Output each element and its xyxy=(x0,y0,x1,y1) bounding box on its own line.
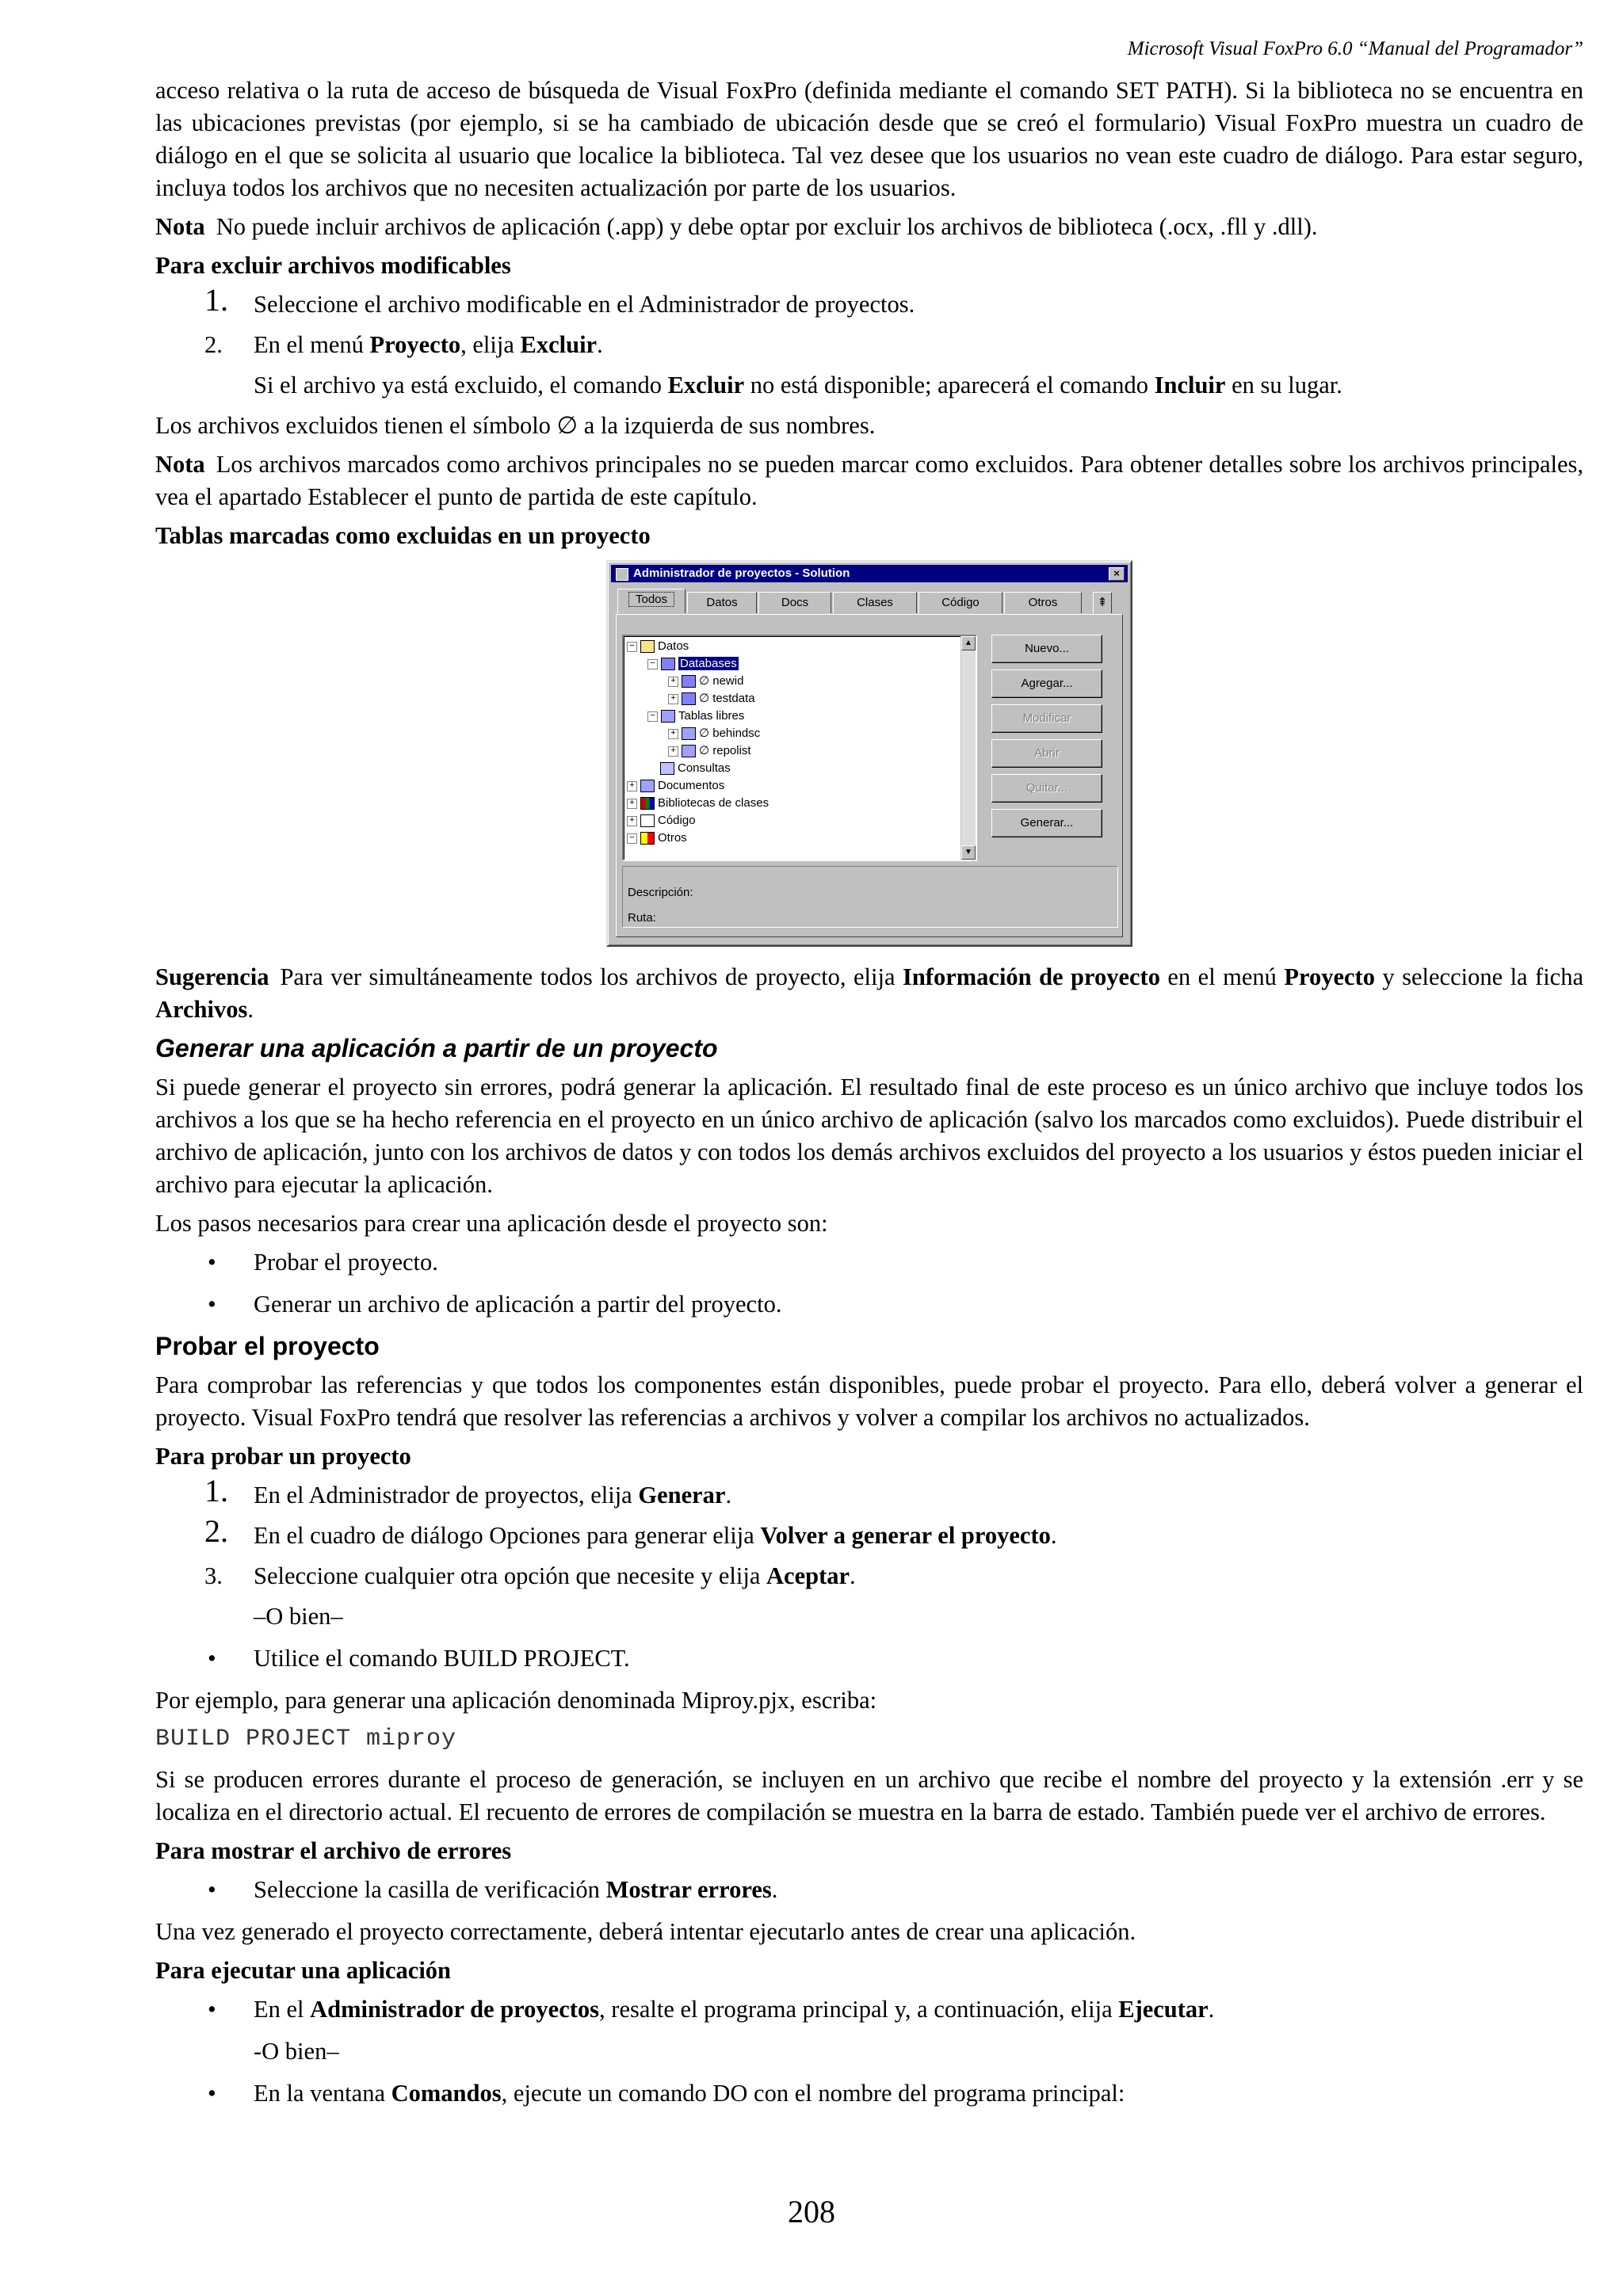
collapse-icon[interactable]: − xyxy=(627,833,637,844)
code-sample: BUILD PROJECT miproy xyxy=(155,1726,457,1753)
menu-item-name: Información de proyecto xyxy=(902,963,1160,990)
nota-1 xyxy=(155,211,1583,243)
tree-item-newid[interactable] xyxy=(668,673,743,690)
bullet-icon: • xyxy=(208,1249,216,1276)
nota-label: Nota xyxy=(155,213,205,240)
step-text: . xyxy=(1050,1522,1057,1549)
expand-icon[interactable]: + xyxy=(668,729,678,739)
probar-paragraph: Para comprobar las referencias y que todos los componentes están disponibles, puede probar el proyecto. Para ello, deberá volver a generar el proyecto. Visual FoxPro tendrá que resolver las referencias a archivos y volver a compilar los archivos no actualizados. xyxy=(155,1371,1583,1431)
section-heading-probar: Probar el proyecto xyxy=(155,1332,380,1360)
list-text: En el xyxy=(254,1996,311,2023)
command-name: Excluir xyxy=(667,372,745,399)
probar-step-3 xyxy=(155,1560,1583,1592)
page-number: 208 xyxy=(788,2194,835,2229)
step-number: 1. xyxy=(204,282,228,318)
tree-label: Datos xyxy=(658,639,689,653)
tree-label: Databases xyxy=(680,657,737,670)
command-name: Incluir xyxy=(1154,372,1226,399)
step-text: , elija xyxy=(460,331,521,358)
nota-text: Los archivos marcados como archivos principales no se pueden marcar como excluidos. Para obtener detalles sobre los archivos principales, vea el apartado Establecer el punto de partida de este capítulo. xyxy=(155,451,1583,510)
tree-label: ∅ behindsc xyxy=(699,727,761,740)
bullet-icon: • xyxy=(208,2080,216,2107)
nuevo-button[interactable]: Nuevo... xyxy=(991,635,1102,663)
tab-label: Docs xyxy=(781,596,809,609)
path-label: Ruta: xyxy=(628,911,656,925)
command-name: Generar xyxy=(638,1482,726,1508)
description-label: Descripción: xyxy=(628,886,693,899)
close-button[interactable]: × xyxy=(1109,567,1125,581)
bullet-icon: • xyxy=(208,1876,216,1903)
tab-otros[interactable] xyxy=(1004,592,1082,613)
probar-step-2 xyxy=(155,1513,1583,1552)
list-item xyxy=(155,1642,1583,1675)
list-item xyxy=(155,1874,1583,1906)
tree-item-documentos[interactable] xyxy=(627,777,724,795)
excluded-symbol-paragraph: Los archivos excluidos tienen el símbolo ∅ a la izquierda de sus nombres. xyxy=(155,412,876,439)
tab-name: Archivos xyxy=(155,996,248,1023)
text: . xyxy=(247,996,254,1023)
tab-label: Clases xyxy=(857,596,893,609)
ejecutar-intro: Una vez generado el proyecto correctamente, deberá intentar ejecutarlo antes de crear una aplicación. xyxy=(155,1918,1136,1945)
tree-item-behindsc[interactable] xyxy=(668,725,760,742)
step-number: 2. xyxy=(204,331,223,358)
tree-label: ∅ newid xyxy=(699,674,744,688)
step-text: . xyxy=(850,1562,856,1589)
database-icon xyxy=(682,692,696,705)
text: y seleccione la ficha xyxy=(1374,963,1583,990)
command-name: Ejecutar xyxy=(1118,1996,1209,2023)
list-item xyxy=(155,2077,1583,2110)
tree-label: ∅ repolist xyxy=(699,744,751,757)
tab-clases[interactable] xyxy=(833,592,917,613)
generar-button[interactable]: Generar... xyxy=(991,809,1102,837)
o-bien: –O bien– xyxy=(254,1603,343,1630)
query-icon xyxy=(660,762,674,775)
app-icon xyxy=(616,568,628,581)
abrir-button[interactable]: Abrir xyxy=(991,739,1102,768)
window-name: Administrador de proyectos xyxy=(310,1996,600,2023)
exclude-step-1 xyxy=(155,282,1583,321)
nota-2 xyxy=(155,448,1583,513)
tree-item-otros[interactable] xyxy=(627,830,687,847)
errores-paragraph: Si se producen errores durante el proceso de generación, se incluyen en un archivo que recibe el nombre del proyecto y la extensión .err y se localiza en el directorio actual. El recuento de errores de compilación se muestra en la barra de estado. También puede ver el archivo de errores. xyxy=(155,1766,1583,1825)
project-manager-dialog xyxy=(606,560,1132,947)
list-item xyxy=(155,1288,1583,1321)
step-text: En el menú xyxy=(254,331,370,358)
tree-label: ∅ testdata xyxy=(699,692,755,705)
sugerencia-label: Sugerencia xyxy=(155,963,269,990)
database-icon xyxy=(682,675,696,688)
tab-docs[interactable] xyxy=(758,592,831,613)
tree-item-consultas[interactable] xyxy=(660,760,731,777)
tab-label: Código xyxy=(941,596,980,609)
probar-heading: Para probar un proyecto xyxy=(155,1443,411,1470)
list-text: . xyxy=(771,1876,778,1903)
collapse-icon[interactable]: − xyxy=(627,642,637,652)
tree-label: Consultas xyxy=(678,761,731,775)
tab-scroll-icon[interactable]: ⇞ xyxy=(1093,592,1112,613)
step-text: . xyxy=(725,1482,732,1508)
tree-label: Tablas libres xyxy=(678,709,745,723)
text: en el menú xyxy=(1159,963,1285,990)
data-folder-icon xyxy=(640,640,655,653)
step-text: . xyxy=(597,331,603,358)
text: Para ver simultáneamente todos los archivos de proyecto, elija xyxy=(280,963,903,990)
bullet-icon: • xyxy=(208,1291,216,1318)
tab-todos[interactable] xyxy=(617,589,685,613)
step-text: En el Administrador de proyectos, elija xyxy=(254,1482,639,1508)
figure-caption: Tablas marcadas como excluidas en un proyecto xyxy=(155,522,651,549)
running-header: Microsoft Visual FoxPro 6.0 “Manual del Programador” xyxy=(1127,38,1583,59)
description-box xyxy=(622,866,1118,928)
code-icon xyxy=(640,814,655,827)
list-text: Utilice el comando BUILD PROJECT. xyxy=(254,1645,630,1672)
tree-item-testdata[interactable] xyxy=(668,690,755,707)
database-icon xyxy=(661,658,675,670)
step-number: 3. xyxy=(204,1562,223,1589)
vertical-scrollbar[interactable] xyxy=(960,636,976,860)
tree-label: Documentos xyxy=(658,779,725,792)
mostrar-heading: Para mostrar el archivo de errores xyxy=(155,1837,512,1864)
table-icon xyxy=(682,727,696,740)
tree-item-bibliotecas[interactable] xyxy=(627,795,769,812)
scroll-down-icon[interactable]: ▼ xyxy=(961,845,976,860)
expand-icon[interactable]: + xyxy=(627,781,637,791)
ejecutar-heading: Para ejecutar una aplicación xyxy=(155,1957,452,1984)
note-text: Si el archivo ya está excluido, el comando xyxy=(254,372,668,399)
collapse-icon[interactable]: − xyxy=(647,711,658,722)
step-number: 2. xyxy=(204,1513,228,1549)
tree-label: Código xyxy=(658,814,696,827)
option-name: Volver a generar el proyecto xyxy=(760,1522,1051,1549)
nota-text: No puede incluir archivos de aplicación (.app) y debe optar por excluir los archivos de biblioteca (.ocx, .fll y .dll). xyxy=(216,213,1318,240)
dialog-title: Administrador de proyectos - Solution xyxy=(633,566,850,580)
bullet-icon: • xyxy=(208,1645,216,1672)
tree-item-tablas-libres[interactable] xyxy=(647,707,744,725)
bullet-icon: • xyxy=(208,1996,216,2023)
project-tree[interactable] xyxy=(622,635,977,861)
step-note xyxy=(254,361,1583,402)
list-text: Seleccione la casilla de verificación xyxy=(254,1876,606,1903)
table-icon xyxy=(661,710,675,723)
exclude-step-2 xyxy=(155,329,1583,402)
document-body xyxy=(155,74,1583,2119)
note-text: en su lugar. xyxy=(1225,372,1342,399)
step-number: 1. xyxy=(204,1473,228,1508)
quitar-button[interactable]: Quitar... xyxy=(991,774,1102,803)
button-name: Aceptar xyxy=(766,1562,850,1589)
expand-icon[interactable]: + xyxy=(668,694,678,704)
note-text: no está disponible; aparecerá el comando xyxy=(744,372,1155,399)
tree-item-codigo[interactable] xyxy=(627,812,696,830)
window-name: Comandos xyxy=(391,2080,502,2107)
list-item xyxy=(155,1993,1583,2026)
expand-icon[interactable]: + xyxy=(668,677,678,687)
probar-step-1 xyxy=(155,1473,1583,1512)
ejemplo-paragraph: Por ejemplo, para generar una aplicación denominada Miproy.pjx, escriba: xyxy=(155,1687,877,1714)
list-text: Probar el proyecto. xyxy=(254,1249,438,1276)
scroll-up-icon[interactable]: ▲ xyxy=(961,636,976,650)
tab-codigo[interactable] xyxy=(918,592,1002,613)
list-item xyxy=(155,1246,1583,1279)
generar-paragraph-1: Si puede generar el proyecto sin errores, podrá generar la aplicación. El resultado final de este proceso es un único archivo que incluye todos los archivos a los que se ha hecho referencia en el proyecto en un único archivo de aplicación (salvo los marcados como excluidos). Puede distribuir el archivo de aplicación, junto con los archivos de datos y con todos los demás archivos excluidos del proyecto a los usuarios y éstos pueden iniciar el archivo para ejecutar la aplicación. xyxy=(155,1074,1583,1198)
intro-paragraph: acceso relativa o la ruta de acceso de búsqueda de Visual FoxPro (definida mediante el comando SET PATH). Si la biblioteca no se encuentra en las ubicaciones previstas (por ejemplo, si se ha cambiado de ubicación desde que se creó el formulario) Visual FoxPro muestra un cuadro de diálogo en el que se solicita al usuario que localice la biblioteca. Tal vez desee que los usuarios no vean este cuadro de diálogo. Para estar seguro, incluya todos los archivos que no necesiten actualización por parte de los usuarios. xyxy=(155,77,1583,201)
menu-name: Proyecto xyxy=(369,331,461,358)
o-bien: -O bien– xyxy=(254,2038,339,2065)
section-heading-generar: Generar una aplicación a partir de un proyecto xyxy=(155,1034,718,1062)
tree-label: Bibliotecas de clases xyxy=(658,796,769,810)
tab-datos[interactable] xyxy=(687,592,757,613)
tree-item-datos[interactable] xyxy=(627,638,689,655)
agregar-button[interactable]: Agregar... xyxy=(991,669,1102,698)
collapse-icon[interactable]: − xyxy=(647,659,658,669)
tree-item-repolist[interactable] xyxy=(668,742,751,760)
generar-paragraph-2: Los pasos necesarios para crear una aplicación desde el proyecto son: xyxy=(155,1210,828,1237)
tab-label: Otros xyxy=(1028,596,1058,609)
step-text: Seleccione cualquier otra opción que necesite y elija xyxy=(254,1562,766,1589)
other-files-icon xyxy=(640,832,655,845)
table-icon xyxy=(682,745,696,757)
list-text: . xyxy=(1208,1996,1215,2023)
dialog-titlebar xyxy=(611,565,1128,582)
figure xyxy=(155,560,1583,947)
list-text: Generar un archivo de aplicación a partir del proyecto. xyxy=(254,1291,782,1318)
list-text: , ejecute un comando DO con el nombre del programa principal: xyxy=(501,2080,1125,2107)
menu-name: Proyecto xyxy=(1284,963,1375,990)
tab-label: Todos xyxy=(628,592,674,607)
tab-label: Datos xyxy=(706,596,738,609)
expand-icon[interactable]: + xyxy=(668,746,678,757)
modificar-button[interactable]: Modificar xyxy=(991,704,1102,733)
step-text: Seleccione el archivo modificable en el Administrador de proyectos. xyxy=(254,291,915,318)
nota-label: Nota xyxy=(155,451,205,478)
exclude-heading: Para excluir archivos modificables xyxy=(155,252,511,279)
expand-icon[interactable]: + xyxy=(627,799,637,809)
tree-label: Otros xyxy=(658,831,687,845)
documents-icon xyxy=(640,780,655,792)
step-text: En el cuadro de diálogo Opciones para generar elija xyxy=(254,1522,761,1549)
list-text: En la ventana xyxy=(254,2080,391,2107)
expand-icon[interactable]: + xyxy=(627,816,637,826)
command-name: Excluir xyxy=(520,331,598,358)
list-text: , resalte el programa principal y, a continuación, elija xyxy=(599,1996,1119,2023)
class-library-icon xyxy=(640,797,655,810)
tree-item-databases[interactable] xyxy=(647,655,739,673)
sugerencia-paragraph xyxy=(155,961,1583,1026)
checkbox-name: Mostrar errores xyxy=(605,1876,772,1903)
